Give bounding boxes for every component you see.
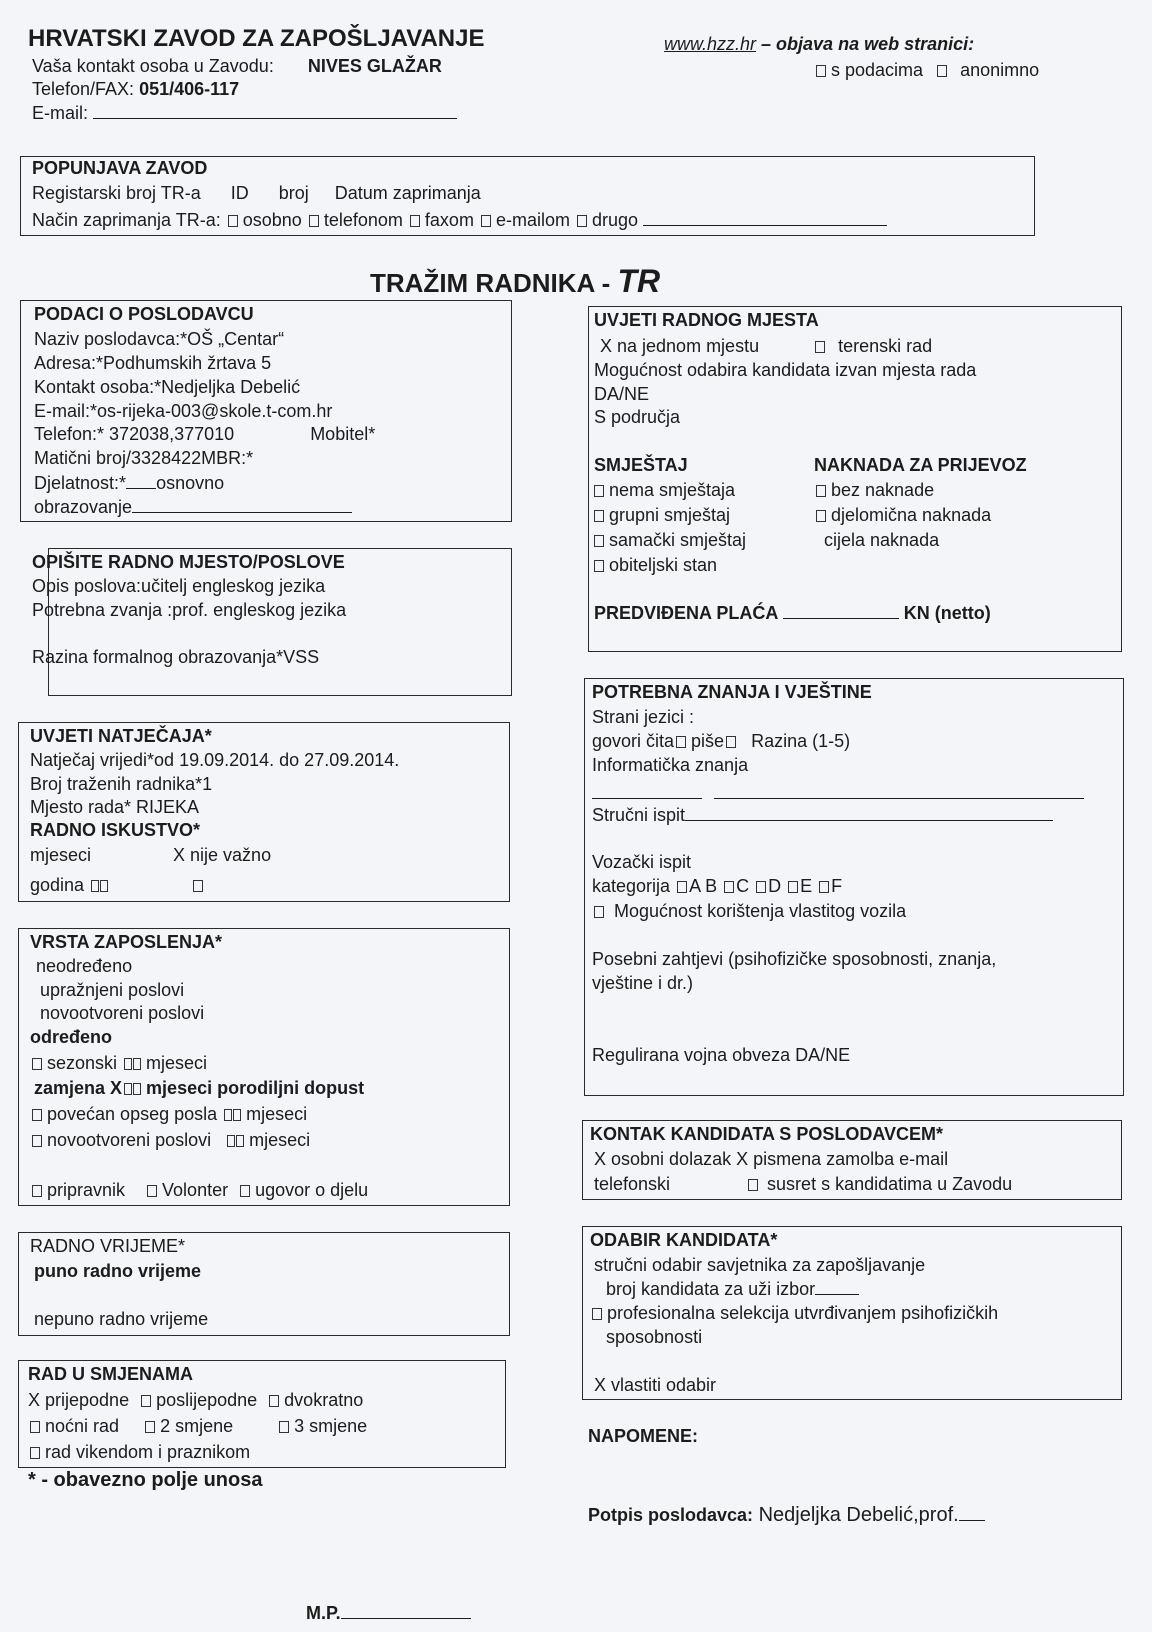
- partial-compensation-checkbox[interactable]: [816, 510, 826, 522]
- type-other-line: pripravnik Volonter ugovor o djelu: [30, 1178, 368, 1202]
- shifts-line-1: X prijepodne poslijepodne dvokratno: [28, 1390, 364, 1410]
- afternoon-checkbox[interactable]: [141, 1395, 151, 1407]
- method-telefonom-checkbox[interactable]: [309, 215, 319, 227]
- increased-checkbox[interactable]: [32, 1109, 42, 1121]
- it-skills-label: Informatička znanja: [592, 755, 749, 775]
- military-service: Regulirana vojna obveza DA/NE: [592, 1045, 851, 1065]
- shifts-line-3: rad vikendom i praznikom: [28, 1440, 250, 1464]
- page-title: TRAŽIM RADNIKA - TR: [370, 263, 661, 299]
- category-a-checkbox[interactable]: [677, 881, 687, 893]
- weekend-checkbox[interactable]: [30, 1447, 40, 1459]
- receipt-method-line: Način zaprimanja TR-a: osobno telefonom faxom e-mailom drugo: [32, 207, 887, 232]
- transport-1: bez naknade: [814, 478, 934, 502]
- accommodation-title: SMJEŠTAJ: [594, 455, 688, 475]
- education-level: Razina formalnog obrazovanja*VSS: [32, 647, 320, 667]
- employer-phone-line: Telefon:* 372038,377010 Mobitel*: [34, 424, 376, 444]
- work-hours-title: RADNO VRIJEME*: [30, 1236, 186, 1256]
- signature-line: Potpis poslodavca: Nedjeljka Debelić,prof.: [588, 1502, 985, 1527]
- special-requirements-1: Posebni zahtjevi (psihofizičke sposobnosti, znanja,: [592, 949, 997, 969]
- type-replacement-line: zamjena X mjeseci porodiljni dopust: [34, 1078, 365, 1098]
- driving-exam-label: Vozački ispit: [592, 852, 692, 872]
- driving-category-line: kategorija A B C D E F: [592, 876, 843, 896]
- experience-months-line: mjeseci X nije važno: [30, 845, 272, 865]
- category-e-checkbox[interactable]: [788, 881, 798, 893]
- full-time: puno radno vrijeme: [34, 1261, 202, 1281]
- employer-title: PODACI O POSLODAVCU: [34, 304, 254, 324]
- part-time: nepuno radno vrijeme: [34, 1309, 209, 1329]
- employer-activity: Djelatnost:* osnovno: [34, 470, 224, 495]
- shifts-title: RAD U SMJENAMA: [28, 1364, 194, 1384]
- job-description-title: OPIŠITE RADNO MJESTO/POSLOVE: [32, 552, 345, 572]
- publish-anon-checkbox[interactable]: [937, 65, 947, 77]
- transport-3: cijela naknada: [824, 530, 940, 550]
- phone-line: Telefon/FAX: 051/406-117: [32, 79, 240, 99]
- type-vacant: upražnjeni poslovi: [40, 980, 185, 1000]
- type-new: novootvoreni poslovi: [40, 1003, 205, 1023]
- employer-activity-cont: obrazovanje: [34, 494, 352, 519]
- three-shifts-checkbox[interactable]: [279, 1421, 289, 1433]
- shortlist-count-field[interactable]: [815, 1276, 859, 1295]
- volunteer-checkbox[interactable]: [147, 1185, 157, 1197]
- employer-reg-number: Matični broj/3328422MBR:*: [34, 448, 254, 468]
- night-checkbox[interactable]: [30, 1421, 40, 1433]
- type-permanent: neodređeno: [36, 956, 133, 976]
- employer-name: Naziv poslodavca:*OŠ „Centar“: [34, 329, 285, 349]
- two-shifts-checkbox[interactable]: [145, 1421, 155, 1433]
- professional-exam-field[interactable]: [685, 802, 1053, 821]
- field-work-checkbox[interactable]: [815, 341, 825, 353]
- accommodation-1: nema smještaja: [592, 478, 735, 502]
- web-link[interactable]: www.hzz.hr: [664, 34, 757, 54]
- employer-address: Adresa:*Podhumskih žrtava 5: [34, 353, 272, 373]
- required-title: Potrebna zvanja :prof. engleskog jezika: [32, 600, 347, 620]
- competition-title: UVJETI NATJEČAJA*: [30, 726, 212, 746]
- experience-checkbox[interactable]: [193, 880, 203, 892]
- office-meeting-checkbox[interactable]: [748, 1179, 758, 1191]
- own-selection: X vlastiti odabir: [594, 1375, 717, 1395]
- candidate-contact-line-2: telefonski susret s kandidatima u Zavodu: [594, 1174, 1013, 1194]
- outside-selection-yesno: DA/NE: [594, 384, 650, 404]
- location-type-line: X na jednom mjestu terenski rad: [600, 336, 933, 356]
- registration-line: Registarski broj TR-a ID broj Datum zaprimanja: [32, 183, 481, 203]
- salary-field[interactable]: [783, 600, 899, 619]
- office-use-title: POPUNJAVA ZAVOD: [32, 158, 208, 178]
- job-duties: Opis poslova:učitelj engleskog jezika: [32, 576, 326, 596]
- salary-line: PREDVIĐENA PLAĆA KN (netto): [594, 600, 991, 625]
- candidate-selection-title: ODABIR KANDIDATA*: [590, 1230, 778, 1250]
- type-seasonal-line: sezonski mjeseci: [30, 1051, 207, 1075]
- method-faxom-checkbox[interactable]: [410, 215, 420, 227]
- writes-checkbox[interactable]: [726, 736, 736, 748]
- mandatory-note: * - obavezno polje unosa: [28, 1469, 263, 1491]
- seasonal-checkbox[interactable]: [32, 1058, 42, 1070]
- stamp-line: M.P.: [306, 1600, 471, 1625]
- experience-years-line: godina: [30, 873, 208, 897]
- workplace-conditions-title: UVJETI RADNOG MJESTA: [594, 310, 819, 330]
- method-drugo-checkbox[interactable]: [577, 215, 587, 227]
- no-accommodation-checkbox[interactable]: [594, 485, 604, 497]
- type-increased-line: povećan opseg posla mjeseci: [30, 1102, 307, 1126]
- intern-checkbox[interactable]: [32, 1185, 42, 1197]
- own-vehicle-line: Mogućnost korištenja vlastitog vozila: [592, 899, 906, 923]
- contract-checkbox[interactable]: [240, 1185, 250, 1197]
- category-d-checkbox[interactable]: [756, 881, 766, 893]
- candidate-contact-line-1: X osobni dolazak X pismena zamolba e-mail: [594, 1149, 949, 1169]
- new-fixed-checkbox[interactable]: [32, 1135, 42, 1147]
- shifts-line-2: noćni rad 2 smjene 3 smjene: [28, 1414, 367, 1438]
- contact-person-name: NIVES GLAŽAR: [307, 56, 442, 76]
- it-skills-field-2[interactable]: [714, 798, 1084, 799]
- no-compensation-checkbox[interactable]: [816, 485, 826, 497]
- single-accommodation-checkbox[interactable]: [594, 535, 604, 547]
- work-location: Mjesto rada* RIJEKA: [30, 797, 200, 817]
- experience-title: RADNO ISKUSTVO*: [30, 820, 201, 840]
- contact-person-label: Vaša kontakt osoba u Zavodu: NIVES GLAŽAR: [32, 56, 442, 76]
- notes-label: NAPOMENE:: [588, 1426, 699, 1446]
- employment-type-title: VRSTA ZAPOSLENJA*: [30, 932, 223, 952]
- employer-email: E-mail:*os-rijeka-003@skole.t-com.hr: [34, 401, 333, 421]
- organization-name: HRVATSKI ZAVOD ZA ZAPOŠLJAVANJE: [28, 25, 485, 52]
- psycho-selection-checkbox[interactable]: [592, 1308, 602, 1320]
- web-publish-line: www.hzz.hr – objava na web stranici:: [664, 34, 975, 54]
- outside-selection: Mogućnost odabira kandidata izvan mjesta rada: [594, 360, 977, 380]
- selection-advisor: stručni odabir savjetnika za zapošljavanje: [594, 1255, 926, 1275]
- selection-psycho-cont: sposobnosti: [606, 1327, 703, 1347]
- type-new-fixed-line: novootvoreni poslovi mjeseci: [30, 1128, 310, 1152]
- own-vehicle-checkbox[interactable]: [594, 906, 604, 918]
- transport-2: djelomična naknada: [814, 503, 991, 527]
- languages-label: Strani jezici :: [592, 707, 695, 727]
- selection-shortlist-line: broj kandidata za uži izbor: [606, 1276, 859, 1301]
- special-requirements-2: vještine i dr.): [592, 973, 694, 993]
- signature-field[interactable]: [959, 1502, 985, 1521]
- publish-data-checkbox[interactable]: [816, 65, 826, 77]
- selection-psycho-line: profesionalna selekcija utvrđivanjem psihofizičkih: [590, 1301, 998, 1325]
- transport-title: NAKNADA ZA PRIJEVOZ: [814, 455, 1027, 475]
- split-shift-checkbox[interactable]: [269, 1395, 279, 1407]
- employer-contact: Kontakt osoba:*Nedjeljka Debelić: [34, 377, 301, 397]
- method-osobno-checkbox[interactable]: [228, 215, 238, 227]
- publish-options: s podacima anonimno: [814, 58, 1039, 82]
- from-area: S područja: [594, 407, 681, 427]
- competition-validity: Natječaj vrijedi*od 19.09.2014. do 27.09.2014.: [30, 750, 400, 770]
- accommodation-3: samački smještaj: [592, 528, 746, 552]
- languages-line: govori čita piše Razina (1-5): [592, 731, 851, 751]
- candidate-contact-title: KONTAK KANDIDATA S POSLODAVCEM*: [590, 1124, 943, 1144]
- reads-checkbox[interactable]: [676, 736, 686, 748]
- type-fixed: određeno: [30, 1027, 113, 1047]
- stamp-field[interactable]: [341, 1600, 471, 1619]
- it-skills-field-1[interactable]: [592, 798, 702, 799]
- method-other-field[interactable]: [643, 207, 887, 226]
- method-email-checkbox[interactable]: [481, 215, 491, 227]
- accommodation-4: obiteljski stan: [592, 553, 717, 577]
- email-line: E-mail:: [32, 100, 457, 125]
- group-accommodation-checkbox[interactable]: [594, 510, 604, 522]
- family-flat-checkbox[interactable]: [594, 560, 604, 572]
- skills-title: POTREBNA ZNANJA I VJEŠTINE: [592, 682, 872, 702]
- accommodation-2: grupni smještaj: [592, 503, 730, 527]
- email-field[interactable]: [93, 100, 457, 119]
- workers-count: Broj traženih radnika*1: [30, 774, 213, 794]
- professional-exam-line: Stručni ispit: [592, 802, 1053, 827]
- category-f-checkbox[interactable]: [819, 881, 829, 893]
- years-input[interactable]: [91, 874, 109, 886]
- category-c-checkbox[interactable]: [724, 881, 734, 893]
